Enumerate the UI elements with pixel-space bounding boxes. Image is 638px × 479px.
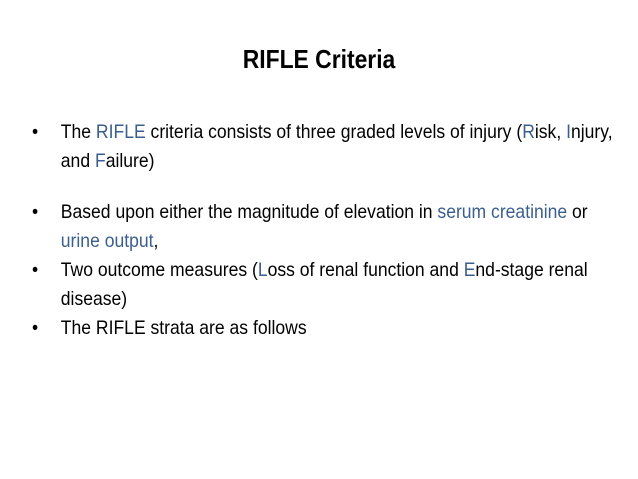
- bullet-text: isk,: [534, 121, 567, 143]
- slide-title: RIFLE Criteria: [242, 44, 396, 74]
- bullet-text: or: [567, 201, 588, 223]
- highlighted-letter: E: [463, 259, 476, 281]
- bullet-text: ,: [153, 230, 159, 252]
- highlighted-letter: R: [522, 121, 535, 143]
- highlighted-letter: L: [257, 259, 268, 281]
- highlighted-term: urine output: [60, 230, 154, 252]
- highlighted-letter: I: [566, 121, 571, 143]
- bullet-marker: •: [32, 201, 39, 223]
- bullet-marker: •: [32, 317, 39, 339]
- bullet-text: Two outcome measures (: [60, 259, 258, 281]
- bullet-marker: •: [32, 121, 39, 143]
- bullet-item: [32, 314, 619, 343]
- highlighted-letter: F: [94, 150, 106, 172]
- bullet-marker: •: [32, 259, 39, 281]
- highlighted-term: RIFLE: [95, 121, 146, 143]
- bullet-text: The: [60, 121, 96, 143]
- bullet-list: [32, 118, 613, 343]
- bullet-text: nd-stage renal disease): [60, 259, 588, 310]
- bullet-text: Based upon either the magnitude of elevation in: [60, 201, 438, 223]
- bullet-text: The RIFLE strata are as follows: [60, 317, 307, 339]
- bullet-item: [32, 198, 619, 256]
- bullet-text: criteria consists of three graded levels of injury (: [145, 121, 523, 143]
- highlighted-term: serum creatinine: [437, 201, 568, 223]
- bullet-text: oss of renal function and: [267, 259, 464, 281]
- bullet-text: njury, and: [60, 121, 613, 172]
- bullet-item: [32, 256, 619, 314]
- bullet-item: [32, 118, 619, 176]
- bullet-text: ailure): [105, 150, 155, 172]
